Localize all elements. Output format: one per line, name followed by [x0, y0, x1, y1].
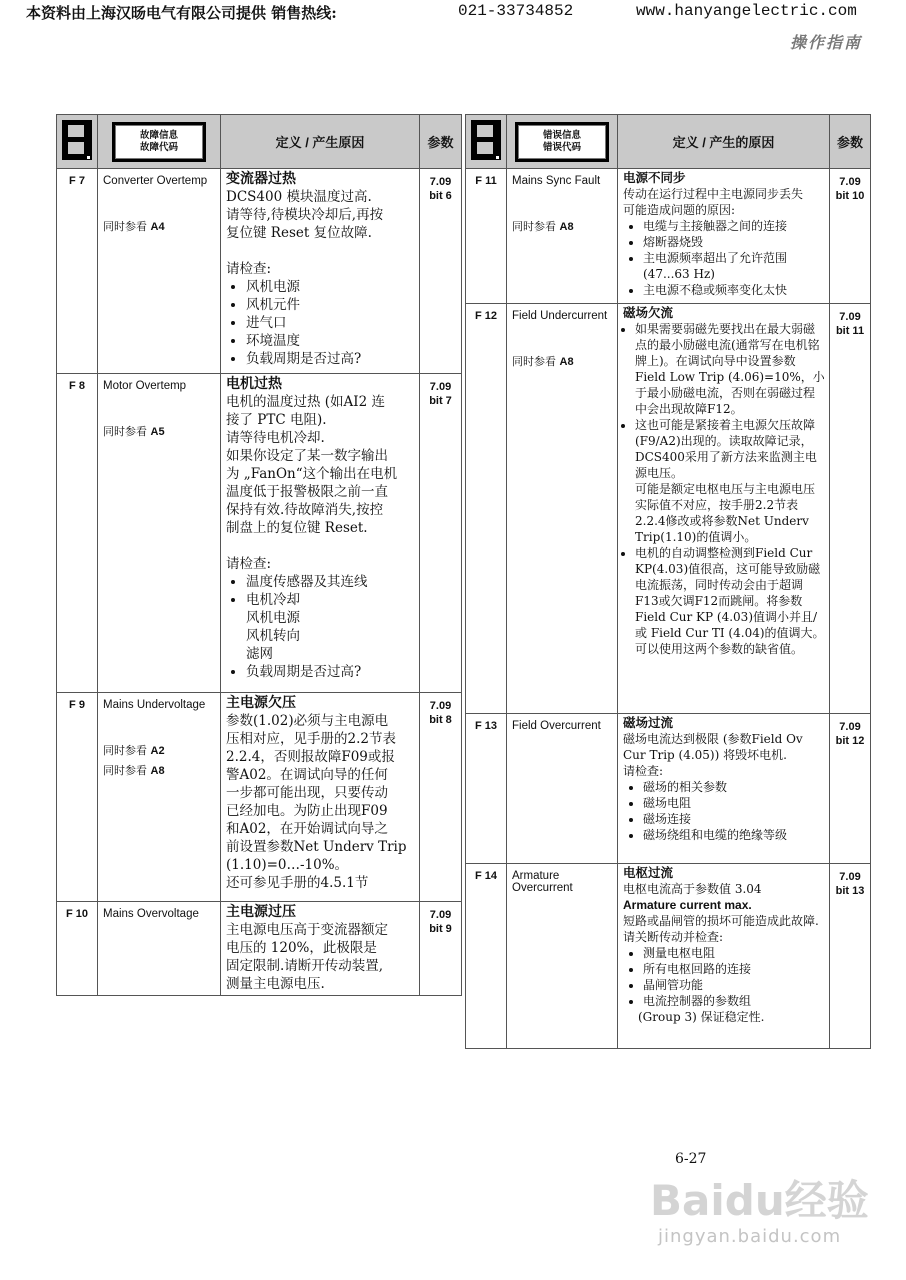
desc-line: 2.2.4，否则报故障F09或报	[226, 749, 395, 765]
table-row	[466, 714, 871, 864]
fault-table-left	[56, 114, 462, 996]
table-header	[57, 115, 462, 169]
fault-code: F 7	[57, 169, 98, 374]
param-ref: 7.09 bit 11	[830, 304, 871, 714]
desc-line: 如果你设定了某一数字输出	[226, 448, 388, 464]
table-row	[57, 693, 462, 902]
list-item: • 磁场绕组和电缆的绝缘等级	[643, 827, 825, 843]
fault-title: 磁场欠流	[623, 305, 674, 320]
check-list	[226, 573, 415, 681]
desc-line: 温度低于报警极限之前一直	[226, 484, 388, 500]
list-item: • 磁场电阻	[643, 795, 825, 811]
header-company: 本资料由上海汉旸电气有限公司提供 销售热线:	[26, 4, 337, 22]
check-label: 请检查:	[226, 556, 272, 572]
lcd-display-icon: 故障信息 故障代码	[98, 115, 221, 169]
fault-title: 电枢过流	[623, 865, 674, 880]
fault-table-right	[465, 114, 871, 1049]
list-item: • 进气口	[246, 314, 415, 332]
desc-line: 保持有效.待故障消失,按控	[226, 502, 384, 518]
table-row	[466, 864, 871, 1049]
param-ref: 7.09 bit 12	[830, 714, 871, 864]
table-row	[57, 169, 462, 374]
check-list	[623, 945, 825, 1009]
list-item: • 负载周期是否过高?	[246, 350, 415, 368]
desc-line: 制盘上的复位键 Reset.	[226, 520, 368, 536]
desc-line: 电枢电流高于参数值 3.04	[623, 882, 762, 896]
header-website: www.hanyangelectric.com	[636, 2, 857, 20]
list-item: • 主电源频率超出了允许范围 (47...63 Hz)	[643, 250, 825, 282]
baidu-logo-watermark: Baidu经验	[650, 1176, 869, 1225]
sub-item: 风机转向	[246, 628, 300, 644]
desc-line: (1.10)=0…-10%。	[226, 857, 349, 873]
desc-line: 传动在运行过程中主电源同步丢失	[623, 187, 804, 201]
list-item: • 熔断器烧毁	[643, 234, 825, 250]
sub-item: 滤网	[246, 646, 273, 662]
fault-code: F 9	[57, 693, 98, 902]
watermark-url: jingyan.baidu.com	[658, 1226, 842, 1247]
desc-line: Armature current max.	[623, 898, 752, 912]
seven-segment-icon	[466, 115, 507, 169]
see-also: 同时参看 A8	[512, 355, 574, 368]
definition-header: 定义 / 产生原因	[221, 115, 420, 169]
desc-line: 短路或晶闸管的损坏可能造成此故障.	[623, 914, 819, 928]
param-ref: 7.09 bit 10	[830, 169, 871, 304]
param-ref: 7.09 bit 7	[420, 374, 462, 693]
list-item: • 电流控制器的参数组	[643, 993, 825, 1009]
fault-title: 电机过热	[226, 376, 282, 392]
desc-line: 已经加电。为防止出现F09	[226, 803, 388, 819]
see-also: 同时参看 A2 同时参看 A8	[103, 744, 165, 777]
fault-name: Armature Overcurrent	[512, 870, 573, 894]
desc-line: 请等待,待模块冷却后,再按	[226, 207, 384, 223]
list-item: • 如果需要弱磁先要找出在最大弱磁点的最小励磁电流(通常写在电机铭牌上)。在调试向导中设置参数Field Low Trip (4.06)=10%，小于最小励磁电流，否则在弱磁过程中会出现故障F12。	[635, 321, 825, 417]
param-ref: 7.09 bit 13	[830, 864, 871, 1049]
desc-line: 测量主电源电压.	[226, 976, 325, 992]
list-item: • 测量电枢电阻	[643, 945, 825, 961]
check-list	[623, 779, 825, 843]
fault-code: F 10	[57, 902, 98, 996]
desc-line: 复位键 Reset 复位故障.	[226, 225, 372, 241]
list-item: • 负载周期是否过高?	[246, 663, 415, 681]
section-title: 操作指南	[790, 33, 863, 52]
desc-line: (Group 3) 保证稳定性.	[638, 1010, 765, 1024]
desc-line: 接了 PTC 电阻).	[226, 412, 327, 428]
param-ref: 7.09 bit 8	[420, 693, 462, 902]
see-also: 同时参看 A4	[103, 220, 165, 233]
fault-code: F 8	[57, 374, 98, 693]
page-number: 6-27	[675, 1151, 707, 1167]
list-item: • 风机元件	[246, 296, 415, 314]
param-ref: 7.09 bit 6	[420, 169, 462, 374]
desc-line: DCS400 模块温度过高.	[226, 189, 372, 205]
desc-line: 磁场电流达到极限 (参数Field Ov Cur Trip (4.05)) 将毁坏电机.	[623, 732, 803, 762]
table-row	[466, 304, 871, 714]
check-list	[623, 321, 825, 657]
desc-line: 主电源电压高于变流器额定	[226, 922, 388, 938]
desc-line: 可能造成问题的原因:	[623, 203, 736, 217]
list-item: • 电机冷却 风机电源 风机转向 滤网	[246, 591, 415, 663]
fault-title: 主电源欠压	[226, 695, 296, 711]
fault-title: 变流器过热	[226, 171, 296, 187]
fault-name: Field Undercurrent	[512, 310, 608, 322]
list-item: • 电缆与主接触器之间的连接	[643, 218, 825, 234]
list-item: • 晶闸管功能	[643, 977, 825, 993]
fault-code: F 13	[466, 714, 507, 864]
fault-code: F 14	[466, 864, 507, 1049]
desc-line: 电机的温度过热 (如AI2 连	[226, 394, 386, 410]
desc-line: 前设置参数Net Underv Trip	[226, 839, 407, 855]
seven-segment-icon	[57, 115, 98, 169]
list-item: • 所有电枢回路的连接	[643, 961, 825, 977]
desc-line: 和A02，在开始调试向导之	[226, 821, 388, 837]
list-item: • 风机电源	[246, 278, 415, 296]
fault-name: Field Overcurrent	[512, 720, 601, 732]
desc-line: 一步都可能出现，只要传动	[226, 785, 388, 801]
desc-line: 还可参见手册的4.5.1节	[226, 875, 369, 891]
table-row	[466, 169, 871, 304]
fault-name: Motor Overtemp	[103, 380, 187, 392]
see-also: 同时参看 A8	[512, 220, 574, 233]
check-list	[226, 278, 415, 368]
list-item: • 磁场的相关参数	[643, 779, 825, 795]
definition-header: 定义 / 产生的原因	[618, 115, 830, 169]
fault-code: F 12	[466, 304, 507, 714]
fault-name: Converter Overtemp	[103, 175, 208, 187]
desc-line: 请等待电机冷却.	[226, 430, 325, 446]
fault-name: Mains Overvoltage	[103, 908, 199, 920]
desc-line: 参数(1.02)必须与主电源电	[226, 713, 389, 729]
list-item: • 电机的自动调整检测到Field Cur KP(4.03)值很高，这可能导致励磁电流振荡，同时传动会由于超调F13或欠调F12而跳闸。将参数Field Cur KP (4.03)值调小并且/或 Field Cur TI (4.04)的值调大。可以使用这两个参数的缺省值。	[635, 545, 825, 657]
fault-title: 主电源过压	[226, 904, 296, 920]
list-item: • 磁场连接	[643, 811, 825, 827]
table-row	[57, 902, 462, 996]
param-header: 参数	[420, 115, 462, 169]
desc-line: 警A02。在调试向导的任何	[226, 767, 388, 783]
desc-line: 请关断传动并检查:	[623, 930, 724, 944]
lcd-display-icon: 错误信息 错误代码	[507, 115, 618, 169]
desc-line: 请检查:	[623, 764, 664, 778]
desc-line: 为 „FanOn“这个输出在电机	[226, 466, 398, 482]
desc-line: 压相对应，见手册的2.2节表	[226, 731, 396, 747]
fault-name: Mains Undervoltage	[103, 699, 206, 711]
desc-line: 电压的 120%，此极限是	[226, 940, 377, 956]
param-ref: 7.09 bit 9	[420, 902, 462, 996]
list-item: • 主电源不稳或频率变化太快	[643, 282, 825, 298]
fault-title: 磁场过流	[623, 715, 674, 730]
param-header: 参数	[830, 115, 871, 169]
see-also: 同时参看 A5	[103, 425, 165, 438]
check-label: 请检查:	[226, 261, 272, 277]
list-item: • 这也可能是紧接着主电源欠压故障(F9/A2)出现的。读取故障记录，DCS400采用了新方法来监测主电源电压。 可能是额定电枢电压与主电源电压实际值不对应，按手册2.2节表2.2.4修改或将参数Net Underv Trip(1.10)的值调小。	[635, 417, 825, 545]
desc-line: 固定限制.请断开传动装置,	[226, 958, 384, 974]
fault-name: Mains Sync Fault	[512, 175, 601, 187]
check-list	[623, 218, 825, 298]
fault-code: F 11	[466, 169, 507, 304]
header-phone: 021-33734852	[458, 2, 574, 20]
list-item: • 环境温度	[246, 332, 415, 350]
sub-item: 风机电源	[246, 610, 300, 626]
desc-extra: 可能是额定电枢电压与主电源电压实际值不对应，按手册2.2节表2.2.4修改或将参数Net Underv Trip(1.10)的值调小。	[635, 482, 816, 544]
list-item: • 温度传感器及其连线	[246, 573, 415, 591]
table-row	[57, 374, 462, 693]
table-header	[466, 115, 871, 169]
fault-title: 电源不同步	[623, 170, 686, 185]
